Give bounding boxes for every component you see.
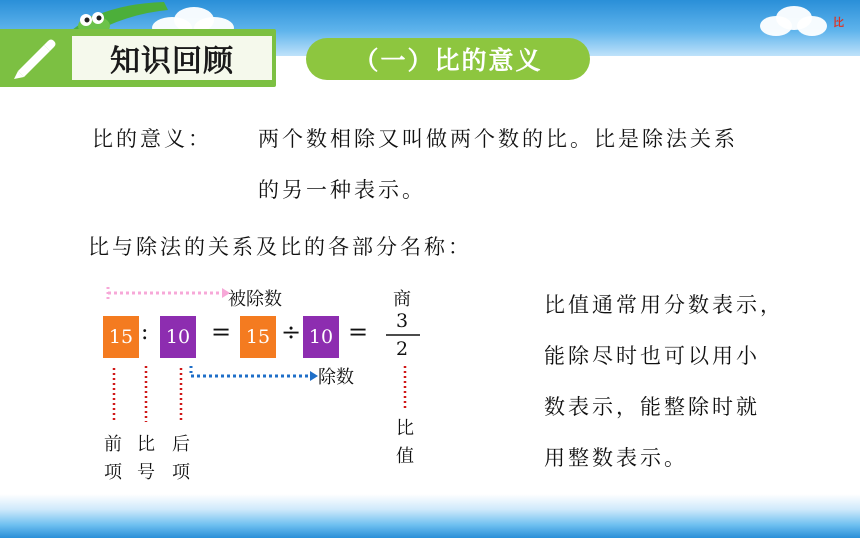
note-line-2: 能除尽时也可以用小 [544, 344, 760, 368]
former-term-box: 15 [103, 316, 139, 358]
definition-line-1: 两个数相除又叫做两个数的比。比是除法关系 [258, 127, 738, 151]
fraction-denominator: 2 [396, 338, 409, 360]
divisor-label: 除数 [318, 367, 354, 388]
ratio-colon: : [141, 320, 149, 345]
divide-sign: ÷ [281, 318, 302, 346]
latter-term-box: 10 [160, 316, 196, 358]
section-title: 知识回顾 [110, 44, 234, 79]
former-term-label-2: 项 [104, 462, 122, 483]
ratio-sign-label-1: 比 [137, 434, 155, 455]
topic-title: （一）比的意义 [353, 46, 543, 75]
note-line-4: 用整数表示。 [544, 446, 688, 470]
quotient-label: 商 [393, 289, 411, 310]
latter-term-label-2: 项 [172, 462, 190, 483]
relation-heading: 比与除法的关系及比的各部分名称： [88, 235, 472, 259]
dividend-label: 被除数 [228, 289, 282, 310]
dividend-box: 15 [240, 316, 276, 358]
note-line-1: 比值通常用分数表示， [544, 293, 784, 317]
latter-term-label-1: 后 [172, 434, 190, 455]
ratio-value-label-1: 比 [396, 418, 414, 439]
divisor-box: 10 [303, 316, 339, 358]
ratio-sign-label-2: 号 [137, 462, 155, 483]
fraction-numerator: 3 [396, 310, 409, 332]
definition-label: 比的意义： [92, 127, 212, 151]
equals-sign: = [348, 318, 369, 346]
former-term-label-1: 前 [104, 434, 122, 455]
ratio-value-label-2: 值 [396, 446, 414, 467]
note-line-3: 数表示，能整除时就 [544, 395, 760, 419]
corner-label: 比 [833, 16, 844, 29]
equals-sign: = [211, 318, 232, 346]
definition-line-2: 的另一种表示。 [258, 178, 426, 202]
